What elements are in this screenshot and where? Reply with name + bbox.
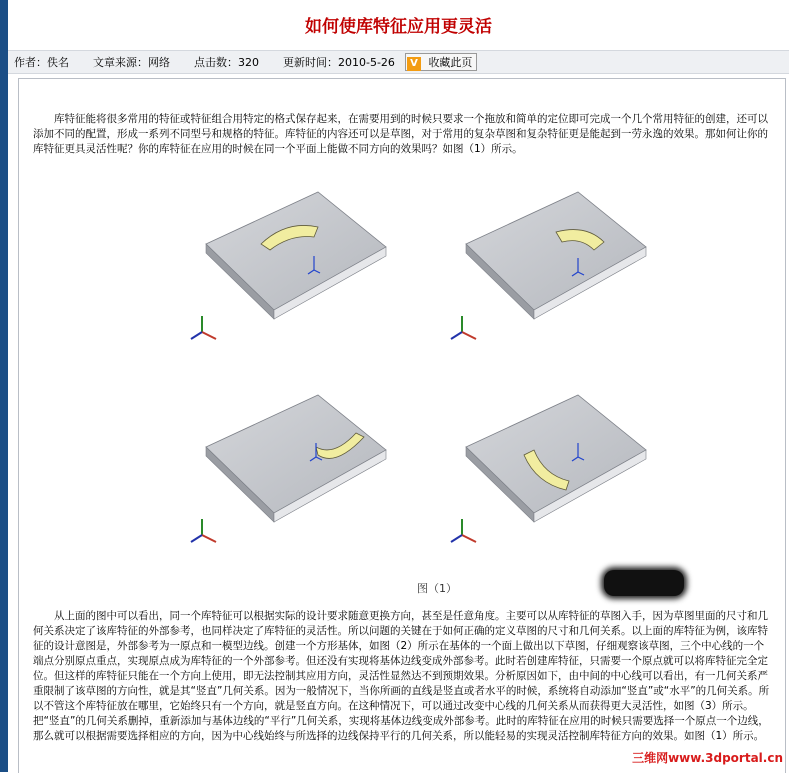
redaction-blot [604,570,684,596]
favorite-button[interactable] [405,53,478,71]
body-paragraph: 从上面的图中可以看出，同一个库特征可以根据实际的设计要求随意更换方向，甚至是任意角度。主要可以从库特征的草图入手，因为草图里面的尺寸和几何关系决定了该库特征的外部参考，也同样决定了库特征的灵活性。所以问题的关键在于如何正确的定义草图的尺寸和几何关系。以上面的库特征为例，该库特征的设计意图是，外部参考为一原点和一模型边线。创建一个方形基体，如图（2）所示在基体的一个面上做出以下草图，仔细观察该草图，三个中心线的一个端点分别原点重点，实现原点成为库特征的一个外部参考。但还没有实现将基体边线变成外部参考。此时若创建库特征，只需要一个原点就可以将库特征完全定位。但这样的库特征只能在一个方向上使用，即无法控制其应用方向，灵活性显然达不到预期效果。分析原因如下，由中间的中心线可以看出，有一几何关系严重限制了该草图的方向性，就是其“竖直”几何关系。因为一般情况下，当你所画的直线是竖直或者水平的时候，系统将自动添加“竖直”或“水平”的几何关系。所以不管这个库特征放在哪里，它始终只有一个方向，就是竖直方向。在这种情况下，可以通过改变中心线的几何关系从而获得更大灵活性，如图（3）所示。把“竖直”的几何关系删掉，重新添加与基体边线的“平行”几何关系，实现将基体边线变成外部参考。此时的库特征在应用的时候只需要选择一个原点一个边线，那么就可以根据需要选择相应的方向，因为中心线始终与所选择的边线保持平行的几何关系，所以能轻易的实现灵活控制库特征方向的效果。如图（1）所示。 [33,610,770,742]
author-label: 作者：佚名 [14,56,69,69]
figure-panel-4 [451,395,646,542]
favorite-label: 收藏此页 [428,56,473,69]
figure-panel-1 [191,192,386,339]
site-watermark: 三维网www.3dportal.cn [632,751,783,765]
article-title: 如何使库特征应用更灵活 [305,17,492,37]
figure-caption: 图（1） [417,582,457,595]
figure-panel-2 [451,192,646,339]
click-count: 点击数：320 [194,56,259,69]
article-content [18,78,786,773]
favorite-icon: V [407,57,421,71]
left-sidebar-bar [0,0,8,772]
figure-panel-3 [191,395,386,542]
source-label: 文章来源：网络 [93,56,170,69]
figure-1-image [184,177,684,597]
article-meta-bar [8,50,789,74]
intro-paragraph: 库特征能将很多常用的特征或特征组合用特定的格式保存起来，在需要用到的时候只要求一个拖放和简单的定位即可完成一个几个常用特征的创建，还可以添加不同的配置，形成一系列不同型号和规格的特征。库特征的内容还可以是草图，对于常用的复杂草图和复杂特征更是能起到一劳永逸的效果。那如何让你的库特征更具灵活性呢？你的库特征在应用的时候在同一个平面上能做不同方向的效果吗？如图（1）所示。 [33,113,768,155]
update-time: 更新时间：2010-5-26 [283,56,395,69]
